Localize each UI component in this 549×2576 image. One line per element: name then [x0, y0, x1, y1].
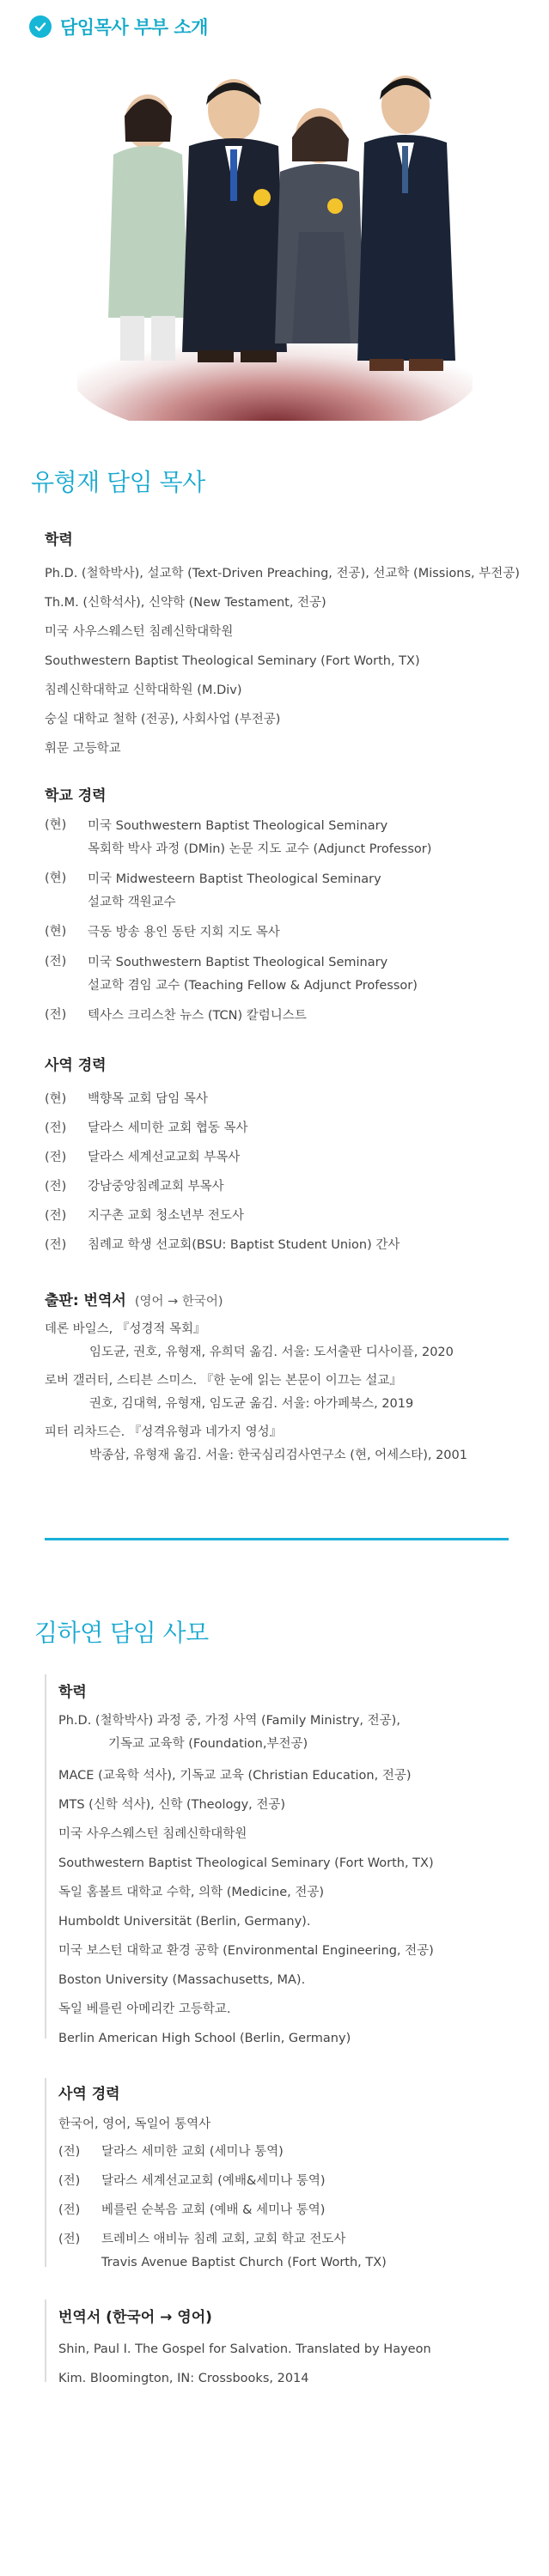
- list-item: Shin, Paul I. The Gospel for Salvation. Translated by Hayeon: [58, 2342, 431, 2356]
- status-tag: (전): [58, 2233, 81, 2246]
- list-item: Ph.D. (철학박사), 설교학 (Text-Driven Preaching, 전공), 선교학 (Missions, 부전공): [45, 567, 520, 580]
- item-line: 트레비스 애비뉴 침례 교회, 교회 학교 전도사: [101, 2233, 346, 2246]
- education-vertical-rule: [45, 1674, 46, 2038]
- list-item: [58, 1710, 434, 1756]
- list-item: [45, 1201, 400, 1230]
- publication-detail: 박종삼, 유형재 옮김. 서울: 한국심리검사연구소 (현, 어세스타), 2001: [89, 1449, 467, 1462]
- status-tag: (현): [45, 925, 67, 939]
- status-tag: (현): [45, 1092, 67, 1106]
- list-item: [45, 868, 431, 914]
- publication-title: 데론 바일스, 『성경적 목회』: [45, 1322, 206, 1336]
- list-item: 숭실 대학교 철학 (전공), 사회사업 (부전공): [45, 713, 281, 726]
- heading-sub: (영어 → 한국어): [134, 1295, 223, 1309]
- list-item: Humboldt Universität (Berlin, Germany).: [58, 1915, 311, 1929]
- item-line: 목회학 박사 과정 (DMin) 논문 지도 교수 (Adjunct Professor): [88, 842, 432, 856]
- item-line: 미국 Southwestern Baptist Theological Seminary: [88, 819, 388, 833]
- status-tag: (현): [45, 818, 67, 832]
- list-item: 휘문 고등학교: [45, 742, 121, 756]
- section-divider: [45, 1538, 509, 1540]
- status-tag: (전): [45, 1008, 67, 1022]
- pastor-education: [45, 527, 520, 763]
- section-heading: 학력: [58, 1684, 87, 1701]
- page-header: [29, 14, 208, 39]
- pastor-school-career: [45, 783, 431, 1035]
- pastor-publications: [45, 1288, 467, 1467]
- list-item: 미국 사우스웨스턴 침례신학대학원: [58, 1827, 247, 1841]
- status-tag: (전): [45, 1151, 67, 1164]
- list-item: [45, 1114, 400, 1143]
- item-line: Travis Avenue Baptist Church (Fort Worth, TX): [101, 2256, 387, 2269]
- status-tag: (전): [45, 1121, 67, 1135]
- status-tag: (현): [45, 872, 67, 885]
- section-heading: 학교 경력: [45, 787, 107, 805]
- publication-detail: 임도균, 권호, 유형재, 유희덕 옮김. 서울: 도서출판 디사이플, 2020: [89, 1346, 454, 1359]
- section-heading: 학력: [45, 532, 73, 549]
- item-line: 텍사스 크리스찬 뉴스 (TCN) 칼럼니스트: [88, 1009, 307, 1023]
- list-item: [45, 1143, 400, 1172]
- item-text: 지구촌 교회 청소년부 전도사: [88, 1209, 244, 1223]
- page-title: 담임목사 부부 소개: [60, 17, 208, 38]
- list-item: 미국 보스턴 대학교 환경 공학 (Environmental Engineering, 전공): [58, 1944, 434, 1958]
- list-item: [45, 1084, 400, 1114]
- publication-item: [45, 1318, 467, 1364]
- list-item: Boston University (Massachusetts, MA).: [58, 1973, 306, 1987]
- ministry-intro: 한국어, 영어, 독일어 통역사: [58, 2117, 211, 2131]
- list-item: Southwestern Baptist Theological Seminary (Fort Worth, TX): [58, 1856, 434, 1870]
- status-tag: (전): [58, 2145, 81, 2159]
- publication-item: [45, 1421, 467, 1467]
- family-photo: [77, 60, 473, 421]
- item-text: 침례교 학생 선교회(BSU: Baptist Student Union) 간사: [88, 1238, 400, 1252]
- list-item: Southwestern Baptist Theological Seminary (Fort Worth, TX): [45, 654, 420, 668]
- section-heading: 사역 경력: [58, 2086, 120, 2103]
- list-item: [45, 1005, 431, 1028]
- section-heading: 번역서 (한국어 → 영어): [58, 2309, 212, 2326]
- item-line: Ph.D. (철학박사) 과정 중, 가정 사역 (Family Ministry, 전공),: [58, 1714, 400, 1728]
- item-line: 극동 방송 용인 동탄 지회 지도 목사: [88, 926, 280, 939]
- list-item: [45, 951, 431, 998]
- item-text: 달라스 세미한 교회 (세미나 통역): [101, 2145, 284, 2159]
- status-tag: (전): [45, 1180, 67, 1194]
- item-line: 설교학 객원교수: [88, 896, 176, 909]
- item-text: 달라스 세계선교교회 (예배&세미나 통역): [101, 2174, 326, 2188]
- wife-education: [58, 1680, 434, 2053]
- list-item: MTS (신학 석사), 신학 (Theology, 전공): [58, 1798, 286, 1812]
- pastor-ministry-career: [45, 1053, 400, 1260]
- publication-item: [45, 1370, 467, 1416]
- heading-text: 출판: 번역서: [45, 1292, 126, 1309]
- pastor-name: 유형재 담임 목사: [31, 468, 205, 496]
- list-item: [58, 2196, 387, 2225]
- list-item: 독일 베를린 아메리칸 고등학교.: [58, 2002, 231, 2016]
- status-tag: (전): [45, 1238, 67, 1252]
- publication-title: 로버 갤러터, 스티븐 스미스. 『한 눈에 읽는 본문이 이끄는 설교』: [45, 1374, 402, 1388]
- item-text: 강남중앙침례교회 부목사: [88, 1180, 224, 1194]
- list-item: [45, 1172, 400, 1201]
- list-item: Th.M. (신학석사), 신약학 (New Testament, 전공): [45, 596, 326, 610]
- status-tag: (전): [45, 1209, 67, 1223]
- list-item: Kim. Bloomington, IN: Crossbooks, 2014: [58, 2372, 309, 2385]
- ministry-vertical-rule: [45, 2078, 46, 2267]
- section-heading: [45, 1288, 467, 1309]
- translation-vertical-rule: [45, 2300, 46, 2382]
- list-item: 미국 사우스웨스턴 침례신학대학원: [45, 625, 234, 639]
- list-item: 침례신학대학교 신학대학원 (M.Div): [45, 683, 242, 697]
- wife-ministry-career: [58, 2081, 387, 2275]
- wife-name: 김하연 담임 사모: [34, 1619, 209, 1647]
- list-item: [45, 921, 431, 945]
- status-tag: (전): [58, 2203, 81, 2217]
- list-item: [58, 2225, 387, 2275]
- list-item: [45, 815, 431, 861]
- item-line: 미국 Southwestern Baptist Theological Seminary: [88, 956, 388, 969]
- list-item: Berlin American High School (Berlin, Germany): [58, 2032, 351, 2045]
- publication-detail: 권호, 김대혁, 유형재, 임도균 옮김. 서울: 아가페북스, 2019: [89, 1397, 414, 1411]
- item-line: 기독교 교육학 (Foundation,부전공): [108, 1737, 308, 1751]
- list-item: [45, 1230, 400, 1260]
- item-line: 설교학 겸임 교수 (Teaching Fellow & Adjunct Professor): [88, 979, 418, 993]
- check-circle-icon: [29, 15, 52, 38]
- publication-title: 피터 리차드슨. 『성격유형과 네가지 영성』: [45, 1425, 283, 1439]
- status-tag: (전): [45, 955, 67, 969]
- wife-translation: [58, 2305, 431, 2393]
- item-text: 베를린 순복음 교회 (예배 & 세미나 통역): [101, 2203, 326, 2217]
- list-item: [58, 2137, 387, 2166]
- item-text: 백향목 교회 담임 목사: [88, 1092, 208, 1106]
- status-tag: (전): [58, 2174, 81, 2188]
- section-heading: 사역 경력: [45, 1057, 107, 1074]
- item-text: 달라스 세계선교교회 부목사: [88, 1151, 241, 1164]
- list-item: [58, 2166, 387, 2196]
- item-text: 달라스 세미한 교회 협동 목사: [88, 1121, 248, 1135]
- list-item: 독일 홈볼트 대학교 수학, 의학 (Medicine, 전공): [58, 1886, 325, 1899]
- list-item: MACE (교육학 석사), 기독교 교육 (Christian Education, 전공): [58, 1769, 412, 1783]
- item-line: 미국 Midwesteern Baptist Theological Seminary: [88, 872, 381, 886]
